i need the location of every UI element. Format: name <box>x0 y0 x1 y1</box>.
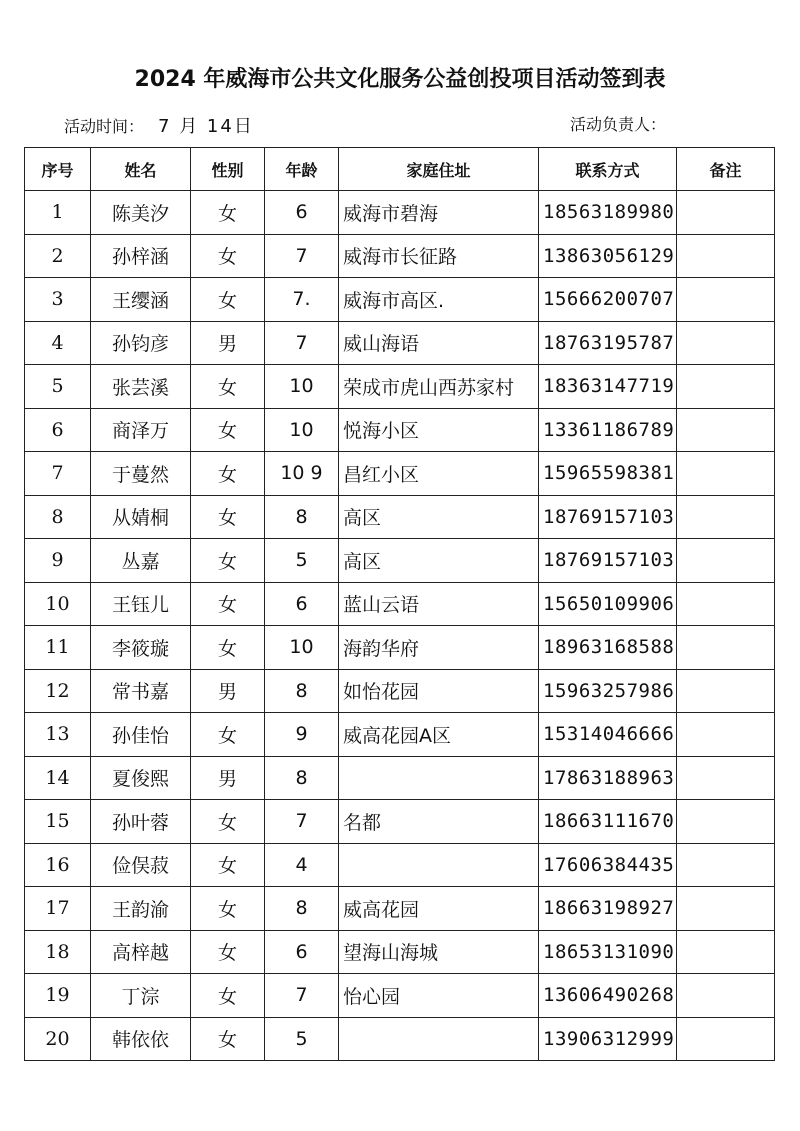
row-gender: 女 <box>191 626 265 670</box>
table-row <box>25 321 775 365</box>
table-row <box>25 800 775 844</box>
row-note <box>677 539 775 583</box>
table-row <box>25 756 775 800</box>
row-address: 蓝山云语 <box>339 582 539 626</box>
row-age: 5 <box>265 1017 339 1061</box>
row-address: 名都 <box>339 800 539 844</box>
row-name: 夏俊熙 <box>91 756 191 800</box>
row-note <box>677 452 775 496</box>
row-address: 海韵华府 <box>339 626 539 670</box>
row-gender: 女 <box>191 365 265 409</box>
table-row <box>25 234 775 278</box>
table-row <box>25 887 775 931</box>
row-age: 8 <box>265 495 339 539</box>
row-gender: 女 <box>191 495 265 539</box>
row-phone: 13606490268 <box>539 974 677 1018</box>
row-number: 2 <box>25 234 91 278</box>
row-address: 威高花园A区 <box>339 713 539 757</box>
row-name: 孙梓涵 <box>91 234 191 278</box>
table-row <box>25 582 775 626</box>
table-row <box>25 365 775 409</box>
activity-owner-label: 活动负责人： <box>570 115 667 134</box>
row-name: 王缨涵 <box>91 278 191 322</box>
table-row <box>25 191 775 235</box>
row-age: 10 <box>265 626 339 670</box>
activity-time <box>64 112 254 138</box>
row-name: 俭俣菽 <box>91 843 191 887</box>
row-gender: 女 <box>191 278 265 322</box>
row-gender: 女 <box>191 408 265 452</box>
row-gender: 女 <box>191 452 265 496</box>
row-phone: 18363147719 <box>539 365 677 409</box>
row-age: 7. <box>265 278 339 322</box>
row-note <box>677 843 775 887</box>
row-number: 19 <box>25 974 91 1018</box>
row-name: 于蔓然 <box>91 452 191 496</box>
activity-owner <box>570 112 666 135</box>
row-name: 王钰儿 <box>91 582 191 626</box>
row-address: 望海山海城 <box>339 930 539 974</box>
row-phone: 15314046666 <box>539 713 677 757</box>
row-gender: 女 <box>191 713 265 757</box>
row-phone: 15965598381 <box>539 452 677 496</box>
row-phone: 15666200707 <box>539 278 677 322</box>
row-phone: 18563189980 <box>539 191 677 235</box>
row-name: 王韵渝 <box>91 887 191 931</box>
row-gender: 女 <box>191 539 265 583</box>
row-name: 张芸溪 <box>91 365 191 409</box>
row-phone: 15963257986 <box>539 669 677 713</box>
row-note <box>677 408 775 452</box>
row-gender: 女 <box>191 582 265 626</box>
row-gender: 女 <box>191 930 265 974</box>
row-gender: 女 <box>191 191 265 235</box>
sign-in-table <box>24 147 775 1061</box>
row-number: 8 <box>25 495 91 539</box>
table-row <box>25 1017 775 1061</box>
row-phone: 18663111670 <box>539 800 677 844</box>
row-age: 7 <box>265 321 339 365</box>
row-number: 10 <box>25 582 91 626</box>
table-row <box>25 930 775 974</box>
table-row <box>25 278 775 322</box>
row-note <box>677 669 775 713</box>
row-name: 从婧桐 <box>91 495 191 539</box>
row-name: 高梓越 <box>91 930 191 974</box>
row-gender: 女 <box>191 1017 265 1061</box>
row-number: 16 <box>25 843 91 887</box>
row-gender: 女 <box>191 974 265 1018</box>
table-row <box>25 495 775 539</box>
row-phone: 15650109906 <box>539 582 677 626</box>
row-age: 5 <box>265 539 339 583</box>
row-address: 威海市碧海 <box>339 191 539 235</box>
row-phone: 18963168588 <box>539 626 677 670</box>
header-no: 序号 <box>25 148 91 191</box>
row-address: 威高花园 <box>339 887 539 931</box>
activity-time-label: 活动时间： <box>64 117 145 136</box>
row-gender: 女 <box>191 234 265 278</box>
row-age: 10 9 <box>265 452 339 496</box>
table-row <box>25 843 775 887</box>
row-address <box>339 1017 539 1061</box>
row-number: 3 <box>25 278 91 322</box>
header-gender: 性别 <box>191 148 265 191</box>
row-number: 18 <box>25 930 91 974</box>
row-age: 7 <box>265 800 339 844</box>
row-age: 10 <box>265 408 339 452</box>
row-age: 7 <box>265 974 339 1018</box>
row-name: 丁淙 <box>91 974 191 1018</box>
header-phone: 联系方式 <box>539 148 677 191</box>
row-phone: 18653131090 <box>539 930 677 974</box>
row-note <box>677 495 775 539</box>
row-age: 10 <box>265 365 339 409</box>
table-header-row <box>25 148 775 191</box>
row-phone: 18763195787 <box>539 321 677 365</box>
row-name: 丛嘉 <box>91 539 191 583</box>
document-title: 2024 年威海市公共文化服务公益创投项目活动签到表 <box>134 67 666 92</box>
row-address: 威海市高区. <box>339 278 539 322</box>
header-name: 姓名 <box>91 148 191 191</box>
row-address: 怡心园 <box>339 974 539 1018</box>
row-note <box>677 278 775 322</box>
row-address: 高区 <box>339 495 539 539</box>
row-number: 11 <box>25 626 91 670</box>
row-phone: 17606384435 <box>539 843 677 887</box>
row-phone: 18769157103 <box>539 539 677 583</box>
row-number: 12 <box>25 669 91 713</box>
row-gender: 女 <box>191 887 265 931</box>
row-number: 15 <box>25 800 91 844</box>
table-row <box>25 408 775 452</box>
row-note <box>677 800 775 844</box>
row-name: 商泽万 <box>91 408 191 452</box>
row-name: 陈美汐 <box>91 191 191 235</box>
activity-time-value: 7 月 14日 <box>158 116 254 137</box>
row-address <box>339 843 539 887</box>
row-address: 如怡花园 <box>339 669 539 713</box>
table-row <box>25 452 775 496</box>
row-age: 7 <box>265 234 339 278</box>
row-age: 6 <box>265 582 339 626</box>
row-address: 威海市长征路 <box>339 234 539 278</box>
row-phone: 13863056129 <box>539 234 677 278</box>
row-note <box>677 191 775 235</box>
row-address: 高区 <box>339 539 539 583</box>
row-phone: 13361186789 <box>539 408 677 452</box>
row-note <box>677 321 775 365</box>
row-number: 17 <box>25 887 91 931</box>
row-note <box>677 234 775 278</box>
row-note <box>677 1017 775 1061</box>
row-age: 8 <box>265 669 339 713</box>
row-address: 威山海语 <box>339 321 539 365</box>
row-name: 李筱璇 <box>91 626 191 670</box>
row-gender: 女 <box>191 800 265 844</box>
table-row <box>25 713 775 757</box>
row-name: 孙佳怡 <box>91 713 191 757</box>
row-address: 昌红小区 <box>339 452 539 496</box>
row-gender: 男 <box>191 756 265 800</box>
row-note <box>677 582 775 626</box>
row-number: 4 <box>25 321 91 365</box>
row-number: 1 <box>25 191 91 235</box>
row-address: 悦海小区 <box>339 408 539 452</box>
header-address: 家庭住址 <box>339 148 539 191</box>
row-age: 8 <box>265 887 339 931</box>
header-note: 备注 <box>677 148 775 191</box>
row-note <box>677 756 775 800</box>
row-age: 9 <box>265 713 339 757</box>
table-row <box>25 669 775 713</box>
row-gender: 男 <box>191 321 265 365</box>
row-number: 7 <box>25 452 91 496</box>
row-address: 荣成市虎山西苏家村 <box>339 365 539 409</box>
row-gender: 男 <box>191 669 265 713</box>
table-row <box>25 626 775 670</box>
row-age: 8 <box>265 756 339 800</box>
row-note <box>677 974 775 1018</box>
row-phone: 13906312999 <box>539 1017 677 1061</box>
row-name: 孙叶蓉 <box>91 800 191 844</box>
header-age: 年龄 <box>265 148 339 191</box>
row-phone: 18663198927 <box>539 887 677 931</box>
row-number: 9 <box>25 539 91 583</box>
row-number: 5 <box>25 365 91 409</box>
row-age: 6 <box>265 930 339 974</box>
row-note <box>677 930 775 974</box>
row-note <box>677 365 775 409</box>
row-note <box>677 713 775 757</box>
row-phone: 17863188963 <box>539 756 677 800</box>
table-row <box>25 974 775 1018</box>
row-number: 13 <box>25 713 91 757</box>
row-note <box>677 887 775 931</box>
row-note <box>677 626 775 670</box>
row-name: 韩依依 <box>91 1017 191 1061</box>
row-gender: 女 <box>191 843 265 887</box>
row-age: 4 <box>265 843 339 887</box>
row-name: 常书嘉 <box>91 669 191 713</box>
row-number: 14 <box>25 756 91 800</box>
table-row <box>25 539 775 583</box>
row-phone: 18769157103 <box>539 495 677 539</box>
row-number: 6 <box>25 408 91 452</box>
row-age: 6 <box>265 191 339 235</box>
row-name: 孙钧彦 <box>91 321 191 365</box>
row-number: 20 <box>25 1017 91 1061</box>
row-address <box>339 756 539 800</box>
